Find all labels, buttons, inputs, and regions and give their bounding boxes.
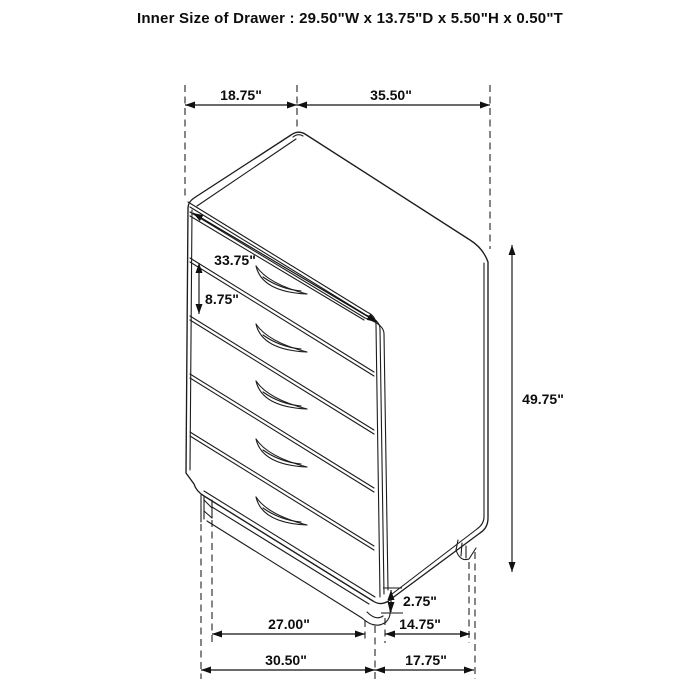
dim-label-top-depth: 18.75" <box>220 87 262 103</box>
dim-label-floor-front-inner: 27.00" <box>268 616 310 632</box>
dim-label-drawer-front-height: 8.75" <box>205 291 239 307</box>
dim-label-floor-side-inner: 14.75" <box>399 616 441 632</box>
dim-label-top-width: 35.50" <box>370 87 412 103</box>
page-title: Inner Size of Drawer : 29.50"W x 13.75"D x 5.50"H x 0.50"T <box>136 10 564 27</box>
chest-wireframe <box>186 132 488 625</box>
drawer-handles <box>256 266 307 525</box>
dim-label-overall-height: 49.75" <box>522 391 564 407</box>
drawer-handle <box>256 381 307 409</box>
dim-label-floor-front-overall: 30.50" <box>265 652 307 668</box>
drawer-handle <box>256 439 307 467</box>
dim-label-base-height: 2.75" <box>403 593 437 609</box>
dim-label-front-width: 33.75" <box>214 252 256 268</box>
drawer-handle <box>256 324 307 352</box>
drawer-dividers <box>190 258 375 597</box>
drawer-handle <box>256 497 307 525</box>
dim-label-floor-side-overall: 17.75" <box>405 652 447 668</box>
chest-silhouette <box>186 132 488 603</box>
